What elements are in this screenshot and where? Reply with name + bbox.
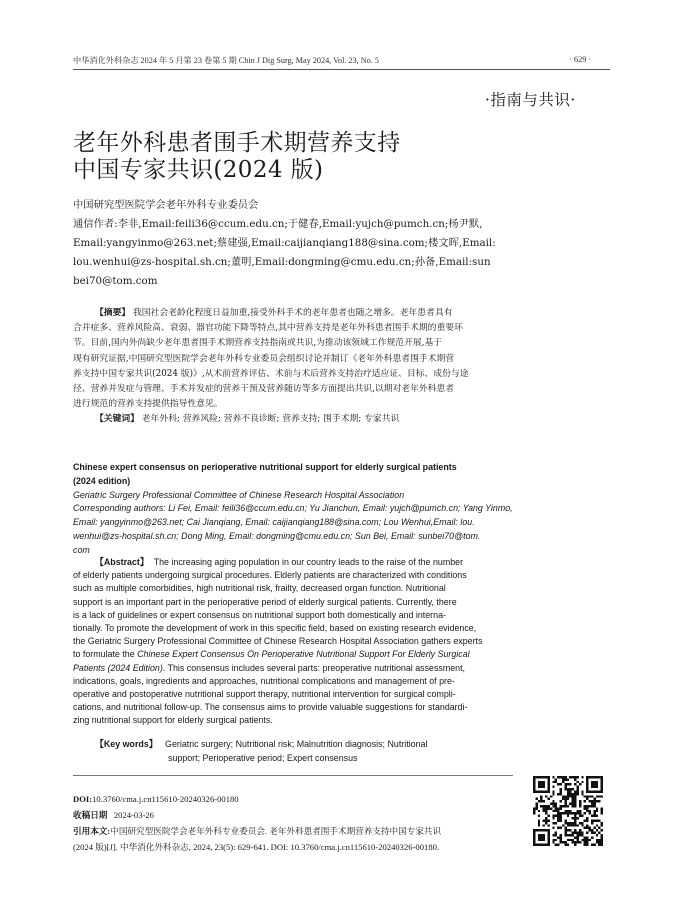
abstract-line: of elderly patients undergoing surgical procedures. Elderly patients are characterized with conditions xyxy=(73,570,467,581)
abstract-line: support is an important part in the perioperative period of elderly surgical patients. Currently, there xyxy=(73,596,457,607)
citation-label: 引用本文: xyxy=(73,826,111,836)
abstract-line: the Geriatric Surgery Professional Committee of Chinese Research Hospital Association gathers experts xyxy=(73,636,483,647)
article-title-line-1: 老年外科患者围手术期营养支持 xyxy=(73,130,401,156)
page-number: · 629 · xyxy=(569,55,592,64)
article-footer xyxy=(73,791,533,855)
abstract-line xyxy=(73,662,610,675)
abstract-text: The increasing aging population in our country leads to the raise of the number xyxy=(153,557,464,567)
abstract-line: operative and postoperative nutritional support therapy, nutritional intervention for surgical compli- xyxy=(73,689,456,700)
abstract-label: 【摘要】 xyxy=(95,308,131,318)
received-line xyxy=(73,807,533,823)
author-committee: 中国研究型医院学会老年外科专业委员会 xyxy=(73,199,259,211)
doi-value: 10.3760/cma.j.cn115610-20240326-00180 xyxy=(92,794,239,804)
abstract-line: indications, goals, ingredients and approaches, nutritional complications and management of pre- xyxy=(73,675,455,686)
abstract-line: 节。目前,国内外尚缺少老年患者围手术期营养支持指南或共识,为推动该领域工作规范开展,基于 xyxy=(73,338,443,349)
abstract-line: such as multiple comorbidities, high nutritional risk, frailty, decreased organ function. Nutritional xyxy=(73,583,446,594)
english-title-line-1: Chinese expert consensus on perioperative nutritional support for elderly surgical patients xyxy=(73,462,457,472)
abstract-line xyxy=(73,556,610,569)
corresponding-authors-line: 通信作者:李非,Email:feili36@ccum.edu.cn;于健春,Email:yujch@pumch.cn;杨尹默, xyxy=(73,218,483,230)
keywords-line: support; Perioperative period; Expert consensus xyxy=(168,753,358,763)
abstract-label: 【Abstract】 xyxy=(95,557,149,567)
corresponding-authors-line: lou.wenhui@zs-hospital.sh.cn;董明,Email:dongming@cmu.edu.cn;孙备,Email:sun xyxy=(73,256,491,268)
header-rule xyxy=(73,69,610,70)
abstract-line: zing nutritional support for elderly surgical patients. xyxy=(73,715,273,726)
received-date: 2024-03-26 xyxy=(113,810,154,820)
abstract-line: tionally. To promote the development of work in this specific field, based on existing research evidence, xyxy=(73,623,477,634)
abstract-text: 我国社会老龄化程度日益加重,接受外科手术的老年患者也随之增多。老年患者具有 xyxy=(133,308,453,318)
consensus-title-italic: Chinese Expert Consensus On Perioperative Nutritional Support For Elderly Surgical xyxy=(137,649,470,660)
keywords-line xyxy=(95,737,610,751)
abstract-line: 现有研究证据,中国研究型医院学会老年外科专业委员会组织讨论并制订《老年外科患者围手术期营 xyxy=(73,353,455,364)
column-label: ·指南与共识· xyxy=(485,91,576,109)
chinese-abstract xyxy=(73,306,610,428)
qr-code-icon xyxy=(533,776,603,846)
citation-line xyxy=(73,823,533,839)
abstract-text: . This consensus includes several parts: preoperative nutritional assessment, xyxy=(162,662,466,673)
citation-text: 中国研究型医院学会老年外科专业委员会. 老年外科患者围手术期营养支持中国专家共识 xyxy=(110,826,442,836)
corresponding-authors-line: Email:yangyinmo@263.net;蔡建强,Email:caijianqiang188@sina.com;楼文晖,Email: xyxy=(73,237,496,249)
abstract-text: to formulate the xyxy=(73,649,135,660)
footer-rule xyxy=(73,775,513,776)
abstract-line: 进行规范的营养支持提供指导性意见。 xyxy=(73,399,223,410)
keywords-label: 【关键词】 xyxy=(95,414,139,425)
chinese-author-block xyxy=(73,196,618,291)
received-label: 收稿日期 xyxy=(73,810,108,820)
abstract-line: cations, and nutritional follow-up. The consensus aims to provide valuable suggestions for standardi- xyxy=(73,702,468,713)
english-authors-line: wenhui@zs-hospital.sh.cn; Dong Ming, Email: dongming@cmu.edu.cn; Sun Bei, Email: sunbei70@tom. xyxy=(73,530,481,541)
abstract-line: 养支持中国专家共识(2024 版)》,从术前营养评估、术前与术后营养支持治疗适应证、目标、成份与途 xyxy=(73,368,469,379)
english-authors-line: Corresponding authors: Li Fei, Email: feili36@ccum.edu.cn; Yu Jianchun, Email: yujch@pumch.cn; Yang Yinmo, xyxy=(73,503,513,514)
article-title-line-2: 中国专家共识(2024 版) xyxy=(73,157,324,183)
doi-label: DOI: xyxy=(73,794,93,804)
citation-line: (2024 版)[J]. 中华消化外科杂志, 2024, 23(5): 629-641. DOI: 10.3760/cma.j.cn115610-20240326-00180. xyxy=(73,842,440,852)
english-authors-line: com xyxy=(73,544,90,555)
english-title-block xyxy=(73,461,610,558)
keywords-text: 老年外科; 营养风险; 营养不良诊断; 营养支持; 围手术期; 专家共识 xyxy=(141,414,400,425)
abstract-line: 合并症多、营养风险高、衰弱、器官功能下降等特点,其中营养支持是老年外科患者围手术期的重要环 xyxy=(73,323,463,334)
keywords-label: 【Key words】 xyxy=(95,739,158,749)
doi-line xyxy=(73,791,533,807)
abstract-line: 径、营养并发症与管理、手术并发症的营养干预及营养随访等多方面提出共识,以期对老年外科患者 xyxy=(73,384,455,395)
abstract-line xyxy=(73,306,610,321)
english-committee: Geriatric Surgery Professional Committee of Chinese Research Hospital Association xyxy=(73,489,405,500)
english-abstract xyxy=(73,556,610,728)
consensus-title-italic: Patients (2024 Edition) xyxy=(73,662,163,673)
keywords-line xyxy=(73,412,610,427)
english-keywords xyxy=(95,737,610,765)
english-authors-line: Email: yangyinmo@263.net; Cai Jianqiang, Email: caijianqiang188@sina.com; Lou Wenhui,Email: lou. xyxy=(73,517,475,528)
keywords-text: Geriatric surgery; Nutritional risk; Malnutrition diagnosis; Nutritional xyxy=(165,739,428,749)
running-head: 中华消化外科杂志 2024 年 5 月第 23 卷第 5 期 Chin J Dig Surg, May 2024, Vol. 23, No. 5 xyxy=(73,56,379,65)
corresponding-authors-line: bei70@tom.com xyxy=(73,275,158,287)
english-title-line-2: (2024 edition) xyxy=(73,475,131,486)
abstract-line xyxy=(73,648,610,661)
abstract-line: is a lack of guidelines or expert consensus on nutritional support both domestically and interna- xyxy=(73,609,446,620)
